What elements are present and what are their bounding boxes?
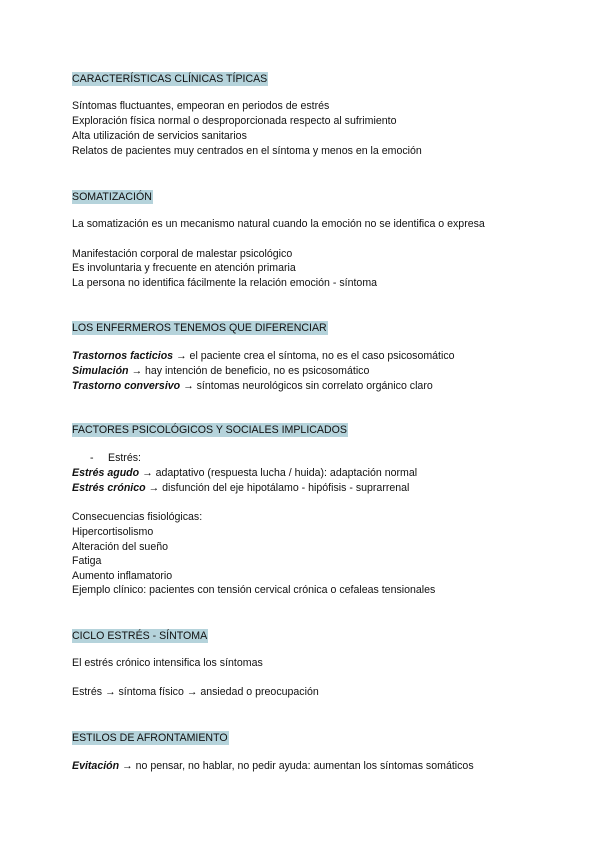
heading-diferenciar: LOS ENFERMEROS TENEMOS QUE DIFERENCIAR (72, 322, 327, 334)
definition: → adaptativo (respuesta lucha / huida): adaptación normal (139, 467, 418, 479)
text-line: Relatos de pacientes muy centrados en el síntoma y menos en la emoción (72, 145, 422, 157)
definition-line (72, 350, 455, 363)
definition: → no pensar, no hablar, no pedir ayuda: aumentan los síntomas somáticos (119, 760, 474, 772)
heading-factores: FACTORES PSICOLÓGICOS Y SOCIALES IMPLICADOS (72, 424, 347, 436)
term: Trastornos facticios (72, 350, 174, 362)
text-line: Estrés → síntoma físico → ansiedad o preocupación (72, 686, 319, 698)
definition-line (72, 760, 474, 773)
text-line: Es involuntaria y frecuente en atención primaria (72, 262, 296, 274)
term: Trastorno conversivo (72, 380, 181, 392)
text-line: La somatización es un mecanismo natural cuando la emoción no se identifica o expresa (72, 218, 485, 230)
text-line: Alteración del sueño (72, 541, 168, 553)
definition: → el paciente crea el síntoma, no es el caso psicosomático (173, 350, 455, 362)
definition-line (72, 380, 433, 393)
definition-line (72, 482, 409, 495)
heading-caracteristicas-clinicas: CARACTERÍSTICAS CLÍNICAS TÍPICAS (72, 73, 268, 85)
text-line: Síntomas fluctuantes, empeoran en periodos de estrés (72, 100, 330, 112)
text-line: La persona no identifica fácilmente la relación emoción - síntoma (72, 277, 378, 289)
text-line: Ejemplo clínico: pacientes con tensión cervical crónica o cefaleas tensionales (72, 584, 436, 596)
definition: → síntomas neurológicos sin correlato orgánico claro (180, 380, 433, 392)
term: Estrés agudo (72, 467, 140, 479)
bullet-marker: - (90, 452, 94, 464)
term: Estrés crónico (72, 482, 146, 494)
heading-afrontamiento: ESTILOS DE AFRONTAMIENTO (72, 732, 228, 744)
text-line: El estrés crónico intensifica los síntomas (72, 657, 263, 669)
bullet-text: Estrés: (108, 452, 141, 464)
term: Evitación (72, 760, 120, 772)
text-line: Fatiga (72, 555, 102, 567)
heading-somatizacion: SOMATIZACIÓN (72, 191, 152, 203)
definition: → disfunción del eje hipotálamo - hipófisis - suprarrenal (145, 482, 410, 494)
text-line: Hipercortisolismo (72, 526, 154, 538)
text-line: Manifestación corporal de malestar psicológico (72, 248, 293, 260)
definition: → hay intención de beneficio, no es psicosomático (128, 365, 370, 377)
text-line: Consecuencias fisiológicas: (72, 511, 203, 523)
definition-line (72, 365, 369, 378)
text-line: Alta utilización de servicios sanitarios (72, 130, 247, 142)
heading-ciclo: CICLO ESTRÉS - SÍNTOMA (72, 630, 208, 642)
text-line: Exploración física normal o desproporcionada respecto al sufrimiento (72, 115, 397, 127)
definition-line (72, 467, 417, 480)
text-line: Aumento inflamatorio (72, 570, 173, 582)
term: Simulación (72, 365, 129, 377)
